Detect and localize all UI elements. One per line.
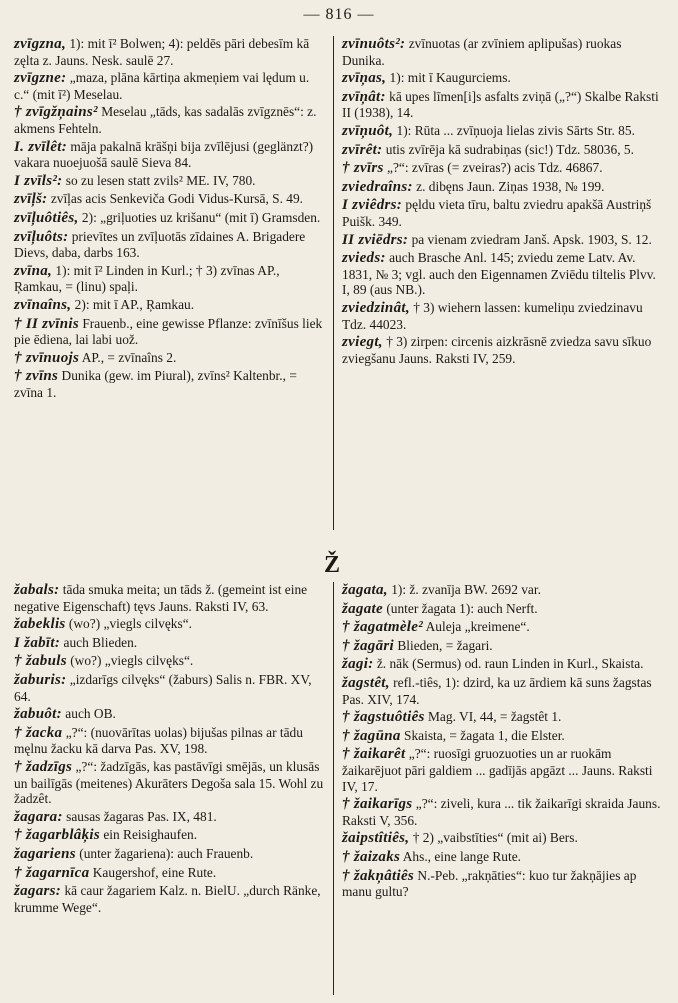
entry-definition: refl.-tiês, 1): dzird, ka uz ārdiem kā suns žagstas Pas. XIV, 174. (342, 674, 652, 707)
dictionary-entry (342, 250, 664, 298)
entry-definition: 1): ž. zvanīja BW. 2692 var. (387, 582, 541, 597)
dictionary-entry (342, 300, 664, 332)
dictionary-entry (14, 616, 324, 633)
dictionary-entry (14, 635, 324, 652)
entry-headword: † žabuls (14, 653, 67, 670)
dictionary-entry (342, 70, 664, 87)
entry-definition: kā caur žagariem Kalz. n. BielU. „durch Ränke, krumme Wege“. (14, 883, 321, 915)
entry-definition: sausas žagaras Pas. IX, 481. (62, 808, 217, 824)
dictionary-entry (14, 191, 324, 208)
entry-headword: žagariens (14, 845, 76, 862)
entry-headword: I žabīt: (14, 634, 61, 651)
dictionary-entry (342, 619, 664, 636)
entry-definition: tāda smuka meita; un tāds ž. (gemeint ist eine negative Eigenschaft) tęvs Jauns. Raksti IV, 63. (14, 582, 308, 614)
entry-headword: zvīņuôt, (342, 122, 394, 139)
dictionary-entry (342, 728, 664, 745)
entry-headword: žagi: (342, 656, 374, 673)
entry-definition: māja pakalnā krāšņi bija zvīlējusi (geglänzt?) vakara nuoejuošā saulē Sieva 84. (14, 138, 314, 171)
entry-definition: zvīnuotas (ar zvīniem aplipušas) ruokas Dunika. (342, 36, 622, 68)
dictionary-entry (14, 706, 324, 723)
entry-definition: zvīļas acis Senkeviča Godi Vidus-Kursā, S. 49. (47, 191, 304, 207)
dictionary-entry (14, 582, 324, 614)
dictionary-entry (14, 104, 324, 136)
entry-headword: † zvīnuojs (14, 349, 80, 366)
entry-headword: † zvīrs (342, 160, 384, 177)
dictionary-entry (342, 638, 664, 655)
dictionary-entry (342, 582, 664, 599)
dictionary-entry (14, 865, 324, 882)
dictionary-entry (14, 759, 324, 807)
entry-headword: zvīļš: (14, 191, 48, 208)
entry-headword: † žaikarīgs (342, 796, 413, 813)
dictionary-entry (342, 656, 664, 673)
dictionary-entry (14, 672, 324, 704)
column-divider-top (333, 36, 334, 530)
entry-headword: žagate (342, 600, 383, 617)
dictionary-entry (342, 796, 664, 828)
entry-headword: zvīļuôtiês, (14, 209, 79, 226)
dictionary-entry (342, 160, 664, 177)
page-number: — 816 — (303, 6, 375, 23)
entry-definition: † 2) „vaibstīties“ (mit ai) Bers. (409, 830, 578, 846)
entry-headword: † žacka (14, 724, 63, 741)
entry-headword: I zvīls²: (14, 172, 63, 189)
dictionary-entry (342, 849, 664, 866)
entry-definition: „?“: zvīras (= zveiras?) acis Tdz. 46867. (383, 160, 603, 176)
entry-definition: so zu lesen statt zvils² ME. IV, 780. (62, 172, 256, 188)
entry-definition: kā upes līmen[i]s asfalts zviņā („?“) Skalbe Raksti II (1938), 14. (342, 88, 659, 121)
dictionary-entry (14, 210, 324, 227)
entry-headword: zvīnuôts²: (342, 36, 406, 52)
dictionary-entry (14, 263, 324, 295)
dictionary-entry (14, 725, 324, 757)
dictionary-entry (342, 830, 664, 847)
entry-headword: I. zvīlêt: (14, 138, 67, 155)
entry-definition: † 3) zirpen: circenis aizkrāsnē zviedza savu sīkuo zviegšanu Jauns. Raksti IV, 259. (342, 334, 652, 366)
entry-headword: † žaikarêt (342, 746, 406, 763)
dictionary-entry (342, 123, 664, 140)
entry-headword: I zviêdrs: (342, 197, 403, 214)
entry-headword: žaburis: (14, 671, 67, 688)
entry-definition: Mag. VI, 44, = žagstêt 1. (424, 709, 562, 725)
entry-definition: Blieden, = žagari. (394, 637, 493, 653)
dictionary-entry (342, 746, 664, 794)
entry-headword: zviedzinât, (342, 299, 410, 316)
entry-headword: † II zvīnis (14, 315, 79, 332)
dictionary-entry (342, 868, 664, 900)
entry-definition: N.-Peb. „rakņāties“: kuo tur žakņājies ap manu gultu? (342, 867, 637, 900)
entry-definition: pa vienam zviedram Janš. Apsk. 1903, S. 12. (408, 231, 652, 247)
entry-headword: zvīgzna, (14, 36, 66, 52)
entry-headword: zvīņât: (342, 88, 386, 105)
dictionary-entry (342, 197, 664, 229)
dictionary-entry (14, 297, 324, 314)
entry-headword: zvīļuôts: (14, 228, 69, 245)
entry-headword: zvīņas, (342, 70, 387, 87)
dictionary-entry (342, 601, 664, 618)
entry-definition: „izdarīgs cilvęks“ (žaburs) Salis n. FBR. XV, 64. (14, 671, 312, 704)
dictionary-entry (14, 316, 324, 348)
dictionary-entry (342, 709, 664, 726)
entry-definition: ž. nāk (Sermus) od. raun Linden in Kurl., Skaista. (373, 656, 644, 672)
entry-headword: zvīrêt: (342, 141, 383, 158)
entry-definition: Ahs., eine lange Rute. (400, 848, 522, 864)
entry-definition: „?“: žadzīgās, kas pastāvīgi smējās, un klusās un bailīgās (meitenes) Akurāters Degoša sala 15. Wohl zu žadzêt. (14, 758, 324, 807)
entry-definition: † 3) wiehern lassen: kumeliņu zviedzinavu Tdz. 44023. (342, 299, 643, 332)
entry-definition: Kaugershof, eine Rute. (89, 864, 217, 880)
entry-definition: Meselau „tāds, kas sadalās zvīgznēs“: z. akmens Fehteln. (14, 104, 317, 136)
entry-definition: „?“: (nuovārītas uolas) bijušas pilnas ar tādu męlnu žacku kā darva Pas. XV, 198. (14, 724, 303, 757)
column-bottom-right (342, 582, 664, 902)
dictionary-entry (342, 179, 664, 196)
entry-definition: „maza, plāna kārtiņa akmeņiem vai lędum u. c.“ (mit ī²) Meselau. (14, 70, 310, 102)
entry-definition: 2): mit ī AP., Ŗamkau. (71, 296, 195, 312)
entry-headword: zvīgzne: (14, 70, 67, 87)
entry-definition: 1): mit ī² Linden in Kurl.; † 3) zvīnas AP., Ŗamkau, = (linu) spaļi. (14, 262, 280, 295)
entry-headword: žagata, (342, 582, 388, 598)
section-letter: Ž (323, 552, 340, 578)
entry-definition: auch Brasche Anl. 145; zviedu zeme Latv. Av. 1831, № 3; vgl. auch den Eigennamen Zviēdu tiltelis Plvv. I, 89 (aus NB.). (342, 250, 656, 298)
entry-definition: Frauenb., eine gewisse Pflanze: zvīnīšus liek pie ēdiena, lai labi uož. (14, 315, 323, 348)
entry-definition: „?“: ruosīgi gruozuoties un ar ruokām žaikarējuot pāri galdiem ... gadījās apgāzt ... Jauns. Raksti IV, 17. (342, 746, 653, 794)
column-top-right (342, 36, 664, 368)
entry-headword: † žagarnīca (14, 864, 90, 881)
entry-definition: „?“: ziveli, kura ... tik žaikarīgi skraida Jauns. Raksti V, 356. (342, 796, 661, 828)
entry-headword: žabuôt: (14, 706, 62, 723)
entry-definition: Skaista, = žagata 1, die Elster. (400, 727, 565, 743)
dictionary-entry (342, 334, 664, 366)
entry-definition: 2): „griļuoties uz krišanu“ (mit ī) Gramsden. (78, 209, 321, 225)
dictionary-entry (342, 142, 664, 159)
entry-headword: † žagarblâķis (14, 827, 100, 844)
entry-headword: † žagāri (342, 637, 394, 654)
entry-headword: žagstêt, (342, 674, 390, 691)
entry-headword: žaipstîtiês, (342, 830, 410, 847)
entry-headword: zvīna, (14, 262, 53, 279)
entry-headword: † žaizaks (342, 848, 401, 865)
entry-headword: žagara: (14, 808, 63, 825)
entry-headword: II zviēdrs: (342, 231, 409, 248)
entry-headword: zvīnaîns, (14, 296, 72, 313)
dictionary-entry (14, 883, 324, 915)
entry-headword: žabeklis (14, 616, 66, 633)
dictionary-entry (14, 809, 324, 826)
entry-headword: † zvīgžņains² (14, 104, 98, 121)
entry-definition: 1): mit ī² Bolwen; 4): peldēs pāri debesīm kā zęlta z. Jauns. Nesk. saulē 27. (14, 36, 310, 68)
entry-headword: zviedraîns: (342, 178, 413, 195)
entry-headword: † žadzīgs (14, 758, 73, 775)
dictionary-entry (342, 232, 664, 249)
entry-headword: žabals: (14, 582, 60, 598)
entry-headword: † žagūna (342, 727, 401, 744)
dictionary-entry (342, 89, 664, 121)
entry-headword: zvieds: (342, 250, 386, 267)
dictionary-entry (14, 173, 324, 190)
dictionary-entry (14, 827, 324, 844)
entry-definition: 1): mit ī Kaugurciems. (386, 70, 511, 86)
dictionary-entry (14, 846, 324, 863)
entry-definition: pęldu vieta tīru, baltu zviedru apakšā Austriņš Puišk. 349. (342, 197, 652, 229)
entry-headword: † žagstuôtiês (342, 709, 425, 726)
entry-definition: utis zvīrēja kā sudrabiņas (sic!) Tdz. 58036, 5. (382, 141, 634, 157)
entry-definition: 1): Rūta ... zvīņuoja lielas zivis Sārts Str. 85. (393, 122, 635, 138)
entry-definition: (wo?) „viegls cilvęks“. (66, 653, 194, 669)
entry-definition: Dunika (gew. im Piural), zvīns² Kaltenbr., = zvīna 1. (14, 368, 297, 400)
entry-definition: (unter žagariena): auch Frauenb. (75, 845, 254, 861)
dictionary-entry (342, 36, 664, 68)
entry-definition: Auleja „kreimene“. (423, 619, 530, 635)
dictionary-entry (14, 350, 324, 367)
entry-definition: auch OB. (61, 706, 116, 722)
entry-definition: (unter žagata 1): auch Nerft. (382, 600, 538, 616)
entry-definition: ein Reisighaufen. (100, 827, 198, 843)
entry-definition: (wo?) „viegls cilvęks“. (65, 616, 192, 632)
column-bottom-left (14, 582, 324, 917)
dictionary-entry (14, 70, 324, 102)
dictionary-entry (14, 36, 324, 68)
entry-headword: † zvīns (14, 368, 59, 385)
entry-definition: z. dibęns Jaun. Ziņas 1938, № 199. (412, 178, 605, 194)
dictionary-entry (14, 653, 324, 670)
dictionary-entry (14, 139, 324, 171)
entry-headword: † žagatmèle² (342, 619, 424, 636)
column-divider-bottom (333, 582, 334, 995)
dictionary-entry (342, 675, 664, 707)
entry-headword: zviegt, (342, 334, 383, 351)
entry-definition: auch Blieden. (60, 634, 138, 650)
entry-definition: AP., = zvīnaîns 2. (79, 349, 177, 365)
dictionary-entry (14, 368, 324, 400)
entry-headword: † žakņâtiês (342, 867, 415, 884)
column-top-left (14, 36, 324, 402)
dictionary-entry (14, 229, 324, 261)
entry-headword: žagars: (14, 883, 62, 900)
entry-definition: prievītes un zvīļuotās zīdaines A. Brigadere Dievs, daba, darbs 163. (14, 228, 306, 261)
